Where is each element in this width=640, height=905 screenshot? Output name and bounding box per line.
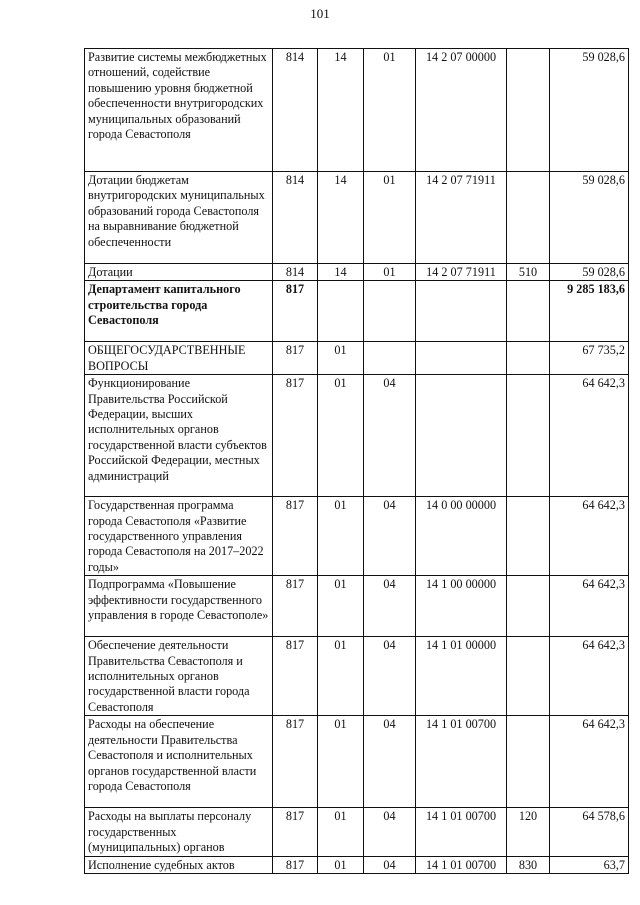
ministry-code: 817 bbox=[273, 808, 318, 856]
target-code: 14 1 01 00700 bbox=[416, 808, 507, 856]
subsection-code: 04 bbox=[364, 808, 416, 856]
amount: 59 028,6 bbox=[550, 49, 629, 172]
target-code: 14 2 07 71911 bbox=[416, 172, 507, 264]
subsection-code: 04 bbox=[364, 375, 416, 497]
subsection-code: 04 bbox=[364, 637, 416, 716]
expense-type-code: 120 bbox=[507, 808, 550, 856]
expense-type-code: 830 bbox=[507, 856, 550, 873]
row-name: Дотации bbox=[85, 264, 273, 281]
amount: 64 578,6 bbox=[550, 808, 629, 856]
target-code bbox=[416, 375, 507, 497]
section-code: 14 bbox=[318, 49, 364, 172]
row-name: Подпрограмма «Повышение эффективности государственного управления в городе Севастополе» bbox=[85, 576, 273, 637]
amount: 59 028,6 bbox=[550, 172, 629, 264]
table-row bbox=[85, 716, 629, 808]
section-code: 01 bbox=[318, 342, 364, 375]
row-name: Исполнение судебных актов bbox=[85, 856, 273, 873]
amount: 64 642,3 bbox=[550, 375, 629, 497]
amount: 9 285 183,6 bbox=[550, 281, 629, 342]
ministry-code: 817 bbox=[273, 637, 318, 716]
amount: 63,7 bbox=[550, 856, 629, 873]
target-code bbox=[416, 342, 507, 375]
row-name: Функционирование Правительства Российской Федерации, высших исполнительных органов государственной власти субъектов Российской Федерации, местных администраций bbox=[85, 375, 273, 497]
table-row bbox=[85, 497, 629, 576]
amount: 59 028,6 bbox=[550, 264, 629, 281]
ministry-code: 814 bbox=[273, 49, 318, 172]
ministry-code: 817 bbox=[273, 497, 318, 576]
table-row bbox=[85, 576, 629, 637]
table-row bbox=[85, 808, 629, 856]
table-row bbox=[85, 637, 629, 716]
section-code: 01 bbox=[318, 497, 364, 576]
section-code: 01 bbox=[318, 856, 364, 873]
expense-type-code bbox=[507, 497, 550, 576]
table-row bbox=[85, 342, 629, 375]
amount: 64 642,3 bbox=[550, 637, 629, 716]
subsection-code: 04 bbox=[364, 856, 416, 873]
section-code: 14 bbox=[318, 264, 364, 281]
target-code bbox=[416, 281, 507, 342]
section-code: 01 bbox=[318, 637, 364, 716]
row-name: Обеспечение деятельности Правительства Севастополя и исполнительных органов государственной власти города Севастополя bbox=[85, 637, 273, 716]
expense-type-code bbox=[507, 342, 550, 375]
subsection-code: 01 bbox=[364, 264, 416, 281]
table-row bbox=[85, 856, 629, 873]
ministry-code: 817 bbox=[273, 576, 318, 637]
row-name: Государственная программа города Севастополя «Развитие государственного управления города Севастополя на 2017–2022 годы» bbox=[85, 497, 273, 576]
section-code: 01 bbox=[318, 375, 364, 497]
target-code: 14 1 01 00700 bbox=[416, 716, 507, 808]
row-name: Дотации бюджетам внутригородских муниципальных образований города Севастополя на выравнивание бюджетной обеспеченности bbox=[85, 172, 273, 264]
expense-type-code bbox=[507, 716, 550, 808]
ministry-code: 817 bbox=[273, 375, 318, 497]
expense-type-code bbox=[507, 637, 550, 716]
ministry-code: 817 bbox=[273, 856, 318, 873]
row-name: Расходы на выплаты персоналу государственных (муниципальных) органов bbox=[85, 808, 273, 856]
table-row bbox=[85, 375, 629, 497]
amount: 67 735,2 bbox=[550, 342, 629, 375]
amount: 64 642,3 bbox=[550, 716, 629, 808]
subsection-code: 01 bbox=[364, 49, 416, 172]
table-row bbox=[85, 49, 629, 172]
target-code: 14 1 00 00000 bbox=[416, 576, 507, 637]
expense-type-code bbox=[507, 281, 550, 342]
amount: 64 642,3 bbox=[550, 576, 629, 637]
section-code: 01 bbox=[318, 808, 364, 856]
budget-table bbox=[84, 48, 629, 874]
section-code bbox=[318, 281, 364, 342]
section-code: 01 bbox=[318, 716, 364, 808]
subsection-code: 04 bbox=[364, 576, 416, 637]
expense-type-code bbox=[507, 49, 550, 172]
ministry-code: 814 bbox=[273, 264, 318, 281]
table-row bbox=[85, 172, 629, 264]
ministry-code: 817 bbox=[273, 342, 318, 375]
subsection-code bbox=[364, 281, 416, 342]
expense-type-code bbox=[507, 576, 550, 637]
target-code: 14 0 00 00000 bbox=[416, 497, 507, 576]
page-number: 101 bbox=[310, 6, 330, 21]
ministry-code: 817 bbox=[273, 716, 318, 808]
section-code: 14 bbox=[318, 172, 364, 264]
ministry-code: 817 bbox=[273, 281, 318, 342]
table-row bbox=[85, 264, 629, 281]
target-code: 14 2 07 71911 bbox=[416, 264, 507, 281]
row-name: Департамент капитального строительства города Севастополя bbox=[85, 281, 273, 342]
section-code: 01 bbox=[318, 576, 364, 637]
target-code: 14 2 07 00000 bbox=[416, 49, 507, 172]
ministry-code: 814 bbox=[273, 172, 318, 264]
amount: 64 642,3 bbox=[550, 497, 629, 576]
subsection-code: 04 bbox=[364, 497, 416, 576]
row-name: Расходы на обеспечение деятельности Правительства Севастополя и исполнительных органов государственной власти города Севастополя bbox=[85, 716, 273, 808]
table-row bbox=[85, 281, 629, 342]
target-code: 14 1 01 00000 bbox=[416, 637, 507, 716]
subsection-code bbox=[364, 342, 416, 375]
subsection-code: 04 bbox=[364, 716, 416, 808]
row-name: ОБЩЕГОСУДАРСТВЕННЫЕ ВОПРОСЫ bbox=[85, 342, 273, 375]
subsection-code: 01 bbox=[364, 172, 416, 264]
row-name: Развитие системы межбюджетных отношений, содействие повышению уровня бюджетной обеспеченности внутригородских муниципальных образований города Севастополя bbox=[85, 49, 273, 172]
expense-type-code: 510 bbox=[507, 264, 550, 281]
target-code: 14 1 01 00700 bbox=[416, 856, 507, 873]
expense-type-code bbox=[507, 375, 550, 497]
expense-type-code bbox=[507, 172, 550, 264]
